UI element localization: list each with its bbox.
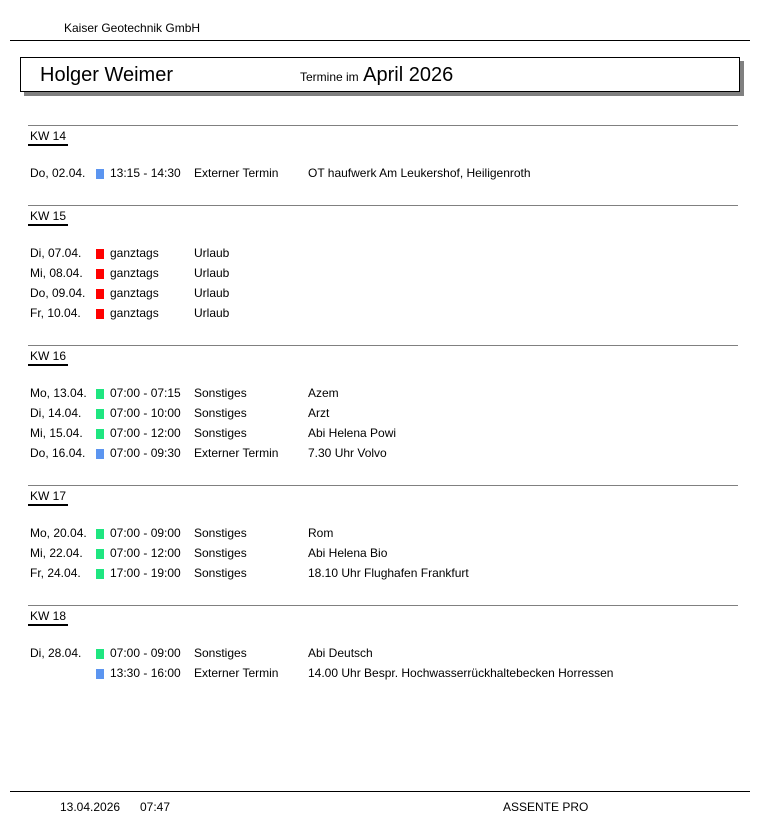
appointment-time: ganztags — [110, 286, 159, 300]
appointment-day: Do, 09.04. — [30, 286, 86, 300]
appointment-category: Sonstiges — [194, 646, 247, 660]
appointment-time: 17:00 - 19:00 — [110, 566, 181, 580]
appointment-category: Externer Termin — [194, 446, 279, 460]
week-section — [28, 125, 738, 205]
header-divider — [10, 40, 750, 41]
appointment-category: Sonstiges — [194, 526, 247, 540]
appointment-category: Sonstiges — [194, 406, 247, 420]
appointment-category: Sonstiges — [194, 566, 247, 580]
appointment-description: 18.10 Uhr Flughafen Frankfurt — [308, 566, 469, 580]
termine-label: Termine im — [300, 70, 359, 84]
category-color-icon — [96, 449, 104, 459]
appointment-category: Urlaub — [194, 306, 230, 320]
week-label: KW 16 — [28, 349, 68, 366]
appointment-day: Do, 16.04. — [30, 446, 86, 460]
appointment-day: Mo, 13.04. — [30, 386, 87, 400]
appointment-day: Fr, 10.04. — [30, 306, 81, 320]
category-color-icon — [96, 669, 104, 679]
title-box — [20, 57, 740, 92]
appointment-category: Urlaub — [194, 286, 230, 300]
appointment-category: Urlaub — [194, 266, 230, 280]
week-label: KW 14 — [28, 129, 68, 146]
appointment-category: Sonstiges — [194, 426, 247, 440]
category-color-icon — [96, 309, 104, 319]
company-name: Kaiser Geotechnik GmbH — [64, 21, 201, 35]
appointment-time: ganztags — [110, 306, 159, 320]
appointment-category: Externer Termin — [194, 666, 279, 680]
appointment-description: Rom — [308, 526, 334, 540]
category-color-icon — [96, 429, 104, 439]
appointment-time: 07:00 - 07:15 — [110, 386, 181, 400]
appointment-category: Externer Termin — [194, 166, 279, 180]
category-color-icon — [96, 409, 104, 419]
appointment-time: 07:00 - 12:00 — [110, 546, 181, 560]
appointment-day: Di, 14.04. — [30, 406, 82, 420]
footer-product: ASSENTE PRO — [503, 800, 589, 814]
appointment-time: 07:00 - 09:00 — [110, 646, 181, 660]
title-period — [300, 64, 453, 87]
person-name: Holger Weimer — [40, 64, 173, 86]
appointment-time: 13:15 - 14:30 — [110, 166, 181, 180]
category-color-icon — [96, 529, 104, 539]
week-divider — [28, 125, 738, 126]
appointment-time: 07:00 - 12:00 — [110, 426, 181, 440]
week-label: KW 17 — [28, 489, 68, 506]
appointment-description: Abi Deutsch — [308, 646, 373, 660]
week-section — [28, 345, 738, 485]
footer-time: 07:47 — [140, 800, 171, 814]
appointment-time: 07:00 - 09:00 — [110, 526, 181, 540]
appointment-description: Abi Helena Powi — [308, 426, 397, 440]
appointment-time: ganztags — [110, 246, 159, 260]
appointment-description: Azem — [308, 386, 339, 400]
category-color-icon — [96, 289, 104, 299]
appointment-day: Fr, 24.04. — [30, 566, 81, 580]
month-label: April 2026 — [363, 64, 454, 86]
appointment-day: Mi, 22.04. — [30, 546, 83, 560]
week-divider — [28, 345, 738, 346]
appointment-description: Arzt — [308, 406, 330, 420]
appointment-time: 07:00 - 10:00 — [110, 406, 181, 420]
category-color-icon — [96, 569, 104, 579]
appointment-description: 7.30 Uhr Volvo — [308, 446, 387, 460]
category-color-icon — [96, 249, 104, 259]
week-label: KW 18 — [28, 609, 68, 626]
appointment-description: Abi Helena Bio — [308, 546, 388, 560]
appointment-time: 13:30 - 16:00 — [110, 666, 181, 680]
appointment-description: 14.00 Uhr Bespr. Hochwasserrückhaltebecken Horressen — [308, 666, 614, 680]
category-color-icon — [96, 269, 104, 279]
category-color-icon — [96, 169, 104, 179]
appointment-time: 07:00 - 09:30 — [110, 446, 181, 460]
appointment-category: Sonstiges — [194, 546, 247, 560]
appointment-day: Do, 02.04. — [30, 166, 86, 180]
appointment-day: Di, 07.04. — [30, 246, 82, 260]
appointment-category: Sonstiges — [194, 386, 247, 400]
week-label: KW 15 — [28, 209, 68, 226]
week-section — [28, 485, 738, 605]
footer-date: 13.04.2026 — [60, 800, 121, 814]
category-color-icon — [96, 649, 104, 659]
appointment-category: Urlaub — [194, 246, 230, 260]
week-divider — [28, 485, 738, 486]
appointment-day: Mi, 15.04. — [30, 426, 83, 440]
week-section — [28, 205, 738, 345]
week-section — [28, 605, 738, 705]
appointment-time: ganztags — [110, 266, 159, 280]
appointment-description: OT haufwerk Am Leukershof, Heiligenroth — [308, 166, 531, 180]
week-divider — [28, 205, 738, 206]
appointment-day: Mo, 20.04. — [30, 526, 87, 540]
appointment-day: Di, 28.04. — [30, 646, 82, 660]
category-color-icon — [96, 549, 104, 559]
category-color-icon — [96, 389, 104, 399]
week-divider — [28, 605, 738, 606]
appointment-day: Mi, 08.04. — [30, 266, 83, 280]
footer-divider — [10, 791, 750, 792]
